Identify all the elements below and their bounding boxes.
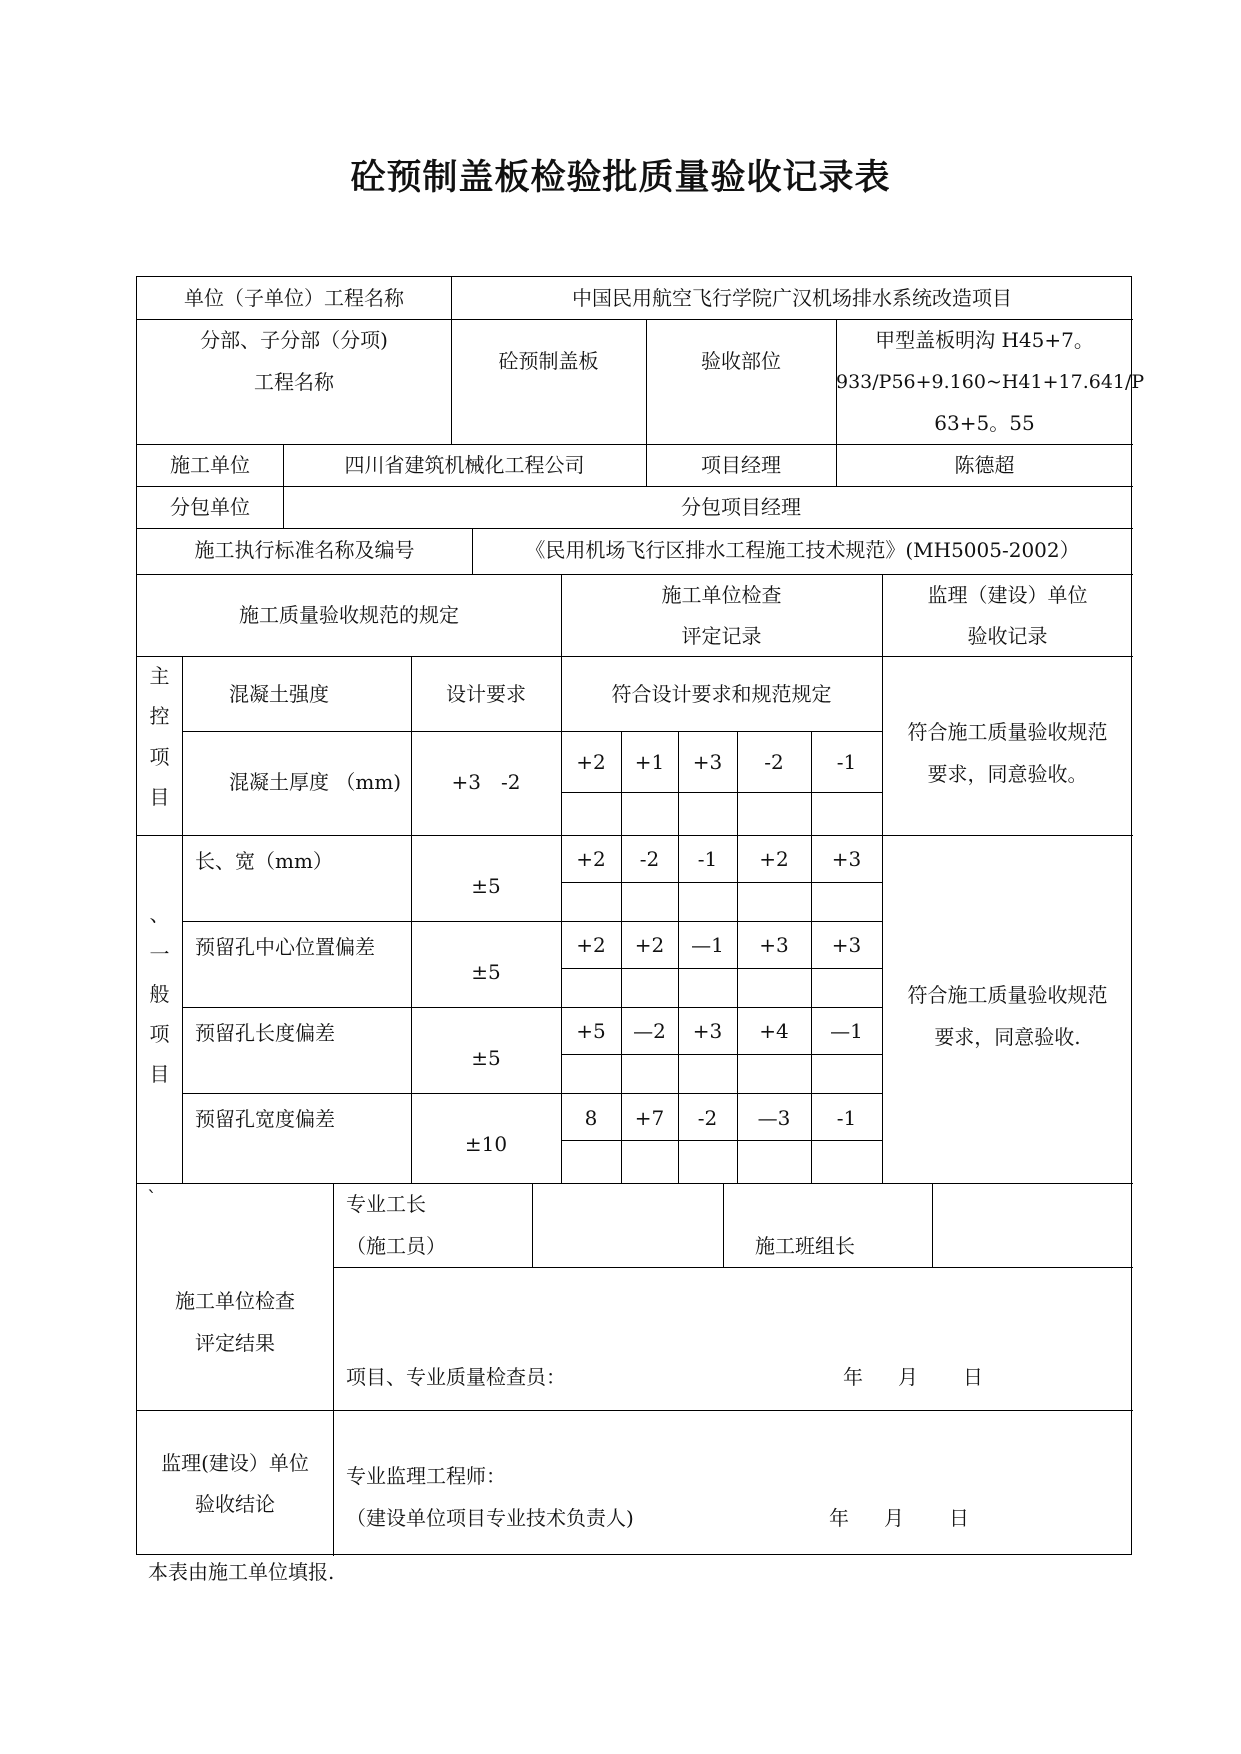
date-day: 日 [949,1506,969,1530]
general-value: -2 [697,1106,718,1130]
standard-label: 施工执行标准名称及编号 [194,538,415,562]
general-conclusion-1: 符合施工质量验收规范 [907,983,1108,1007]
date-month: 月 [884,1506,904,1530]
construction-check-label-2: 评定结果 [195,1331,275,1355]
general-value: -2 [639,847,660,871]
main-control-char: 目 [149,785,170,809]
col-divider [932,1183,933,1267]
col-divider [882,574,883,1183]
general-char: 项 [149,1022,170,1046]
supervisor-check-label-2: 验收结论 [195,1492,275,1516]
concrete-strength-item: 混凝土强度 [229,682,329,706]
project-manager-value: 陈德超 [954,453,1015,477]
thickness-value: -2 [764,750,784,774]
general-value: -1 [697,847,718,871]
general-tolerance: ±5 [471,874,501,898]
spec-header: 施工质量验收规范的规定 [239,603,459,627]
concrete-thickness-req: +3 -2 [451,770,521,794]
general-item: 预留孔长度偏差 [195,1021,335,1045]
general-tolerance: ±5 [471,1046,501,1070]
sub-project-value: 砼预制盖板 [498,349,599,373]
check-header-2: 评定记录 [681,624,762,648]
page-title: 砼预制盖板检验批质量验收记录表 [350,158,891,198]
unit-project-value: 中国民用航空飞行学院广汉机场排水系统改造项目 [572,286,1012,310]
row-divider [137,1183,1133,1184]
thickness-value: +1 [634,750,665,774]
construction-unit-value: 四川省建筑机械化工程公司 [344,453,585,477]
general-value: —1 [691,933,724,957]
general-value: +3 [831,847,862,871]
date-year: 年 [829,1506,849,1530]
project-manager-label: 项目经理 [701,453,781,477]
row-divider [561,1054,882,1055]
general-char: 、 [149,902,170,926]
main-control-conclusion-2: 要求，同意验收。 [927,762,1088,786]
row-divider [182,731,882,732]
general-value: +4 [759,1019,789,1043]
row-divider [561,882,882,883]
general-value: +3 [759,933,789,957]
general-value: —1 [830,1019,863,1043]
sub-project-label-2: 工程名称 [254,370,334,394]
supervisor-header-2: 验收记录 [967,624,1048,648]
row-divider [182,1093,882,1094]
row-divider [561,968,882,969]
general-value: -1 [836,1106,857,1130]
standard-value: 《民用机场飞行区排水工程施工技术规范》(MH5005-2002） [525,538,1080,562]
row-divider [182,921,882,922]
col-divider [182,656,183,1183]
team-leader-label: 施工班组长 [755,1234,855,1258]
main-control-conclusion-1: 符合施工质量验收规范 [907,720,1108,744]
general-value: +7 [634,1106,665,1130]
acceptance-part-value-3: 63+5。55 [934,411,1035,435]
general-value: 8 [584,1106,598,1130]
supervisor-header-1: 监理（建设）单位 [927,583,1088,607]
general-item: 长、宽（mm） [195,849,333,873]
thickness-value: -1 [836,750,857,774]
row-divider [137,486,1133,487]
row-divider [333,1267,1133,1268]
main-control-char: 控 [149,704,170,728]
sub-manager-label: 分包项目经理 [681,495,801,519]
acceptance-part-value-1: 甲型盖板明沟 H45+7。 [875,328,1094,352]
owner-representative-label: （建设单位项目专业技术负责人) [346,1506,634,1530]
general-value: —3 [757,1106,791,1130]
thickness-value: +2 [576,750,606,774]
main-control-char: 项 [149,745,170,769]
general-value: +5 [576,1019,606,1043]
subcontractor-label: 分包单位 [170,495,250,519]
col-divider [333,1183,334,1556]
supervisor-check-label-1: 监理(建设）单位 [161,1451,309,1475]
concrete-strength-result: 符合设计要求和规范规定 [611,682,832,706]
concrete-strength-req: 设计要求 [446,682,526,706]
acceptance-record-form [136,276,1145,1555]
general-conclusion-2: 要求，同意验收. [934,1025,1081,1049]
general-char: 一 [149,942,170,966]
construction-check-label-1: 施工单位检查 [175,1289,295,1313]
construction-unit-label: 施工单位 [170,453,250,477]
supervisor-engineer-label: 专业监理工程师： [346,1464,506,1488]
general-value: —2 [633,1019,666,1043]
foreman-label-2: （施工员） [346,1234,446,1258]
inspector-label: 项目、专业质量检查员： [346,1365,566,1389]
row-divider [561,792,882,793]
unit-project-label: 单位（子单位）工程名称 [184,286,404,310]
general-char: 般 [149,982,170,1006]
general-value: +2 [634,933,665,957]
general-item: 预留孔宽度偏差 [195,1107,335,1131]
date-day: 日 [963,1365,983,1389]
col-divider [532,1183,533,1267]
row-divider [561,1140,882,1141]
thickness-value: +3 [692,750,723,774]
sub-project-label-1: 分部、子分部（分项) [200,328,388,352]
col-divider [411,656,412,1183]
date-month: 月 [898,1365,918,1389]
general-tolerance: ±10 [464,1132,508,1156]
row-divider [182,1007,882,1008]
general-value: +3 [692,1019,723,1043]
general-value: +2 [576,933,606,957]
foreman-label-1: 专业工长 [346,1192,426,1216]
general-item: 预留孔中心位置偏差 [195,935,375,959]
acceptance-part-label: 验收部位 [701,349,781,373]
row-divider [137,835,1133,836]
row-divider [137,1410,1133,1411]
general-value: +2 [759,847,789,871]
general-tolerance: ±5 [471,960,501,984]
acceptance-part-value-2: 933/P56+9.160~H41+17.641/P [836,371,1145,393]
concrete-thickness-item: 混凝土厚度 （mm) [229,770,402,794]
general-char: 目 [149,1062,170,1086]
general-value: +3 [831,933,862,957]
main-control-char: 主 [149,664,170,688]
date-year: 年 [843,1365,863,1389]
col-divider [723,1183,724,1267]
construction-check-mark: ` [147,1186,157,1210]
footnote: 本表由施工单位填报. [148,1560,335,1584]
general-value: +2 [576,847,606,871]
check-header-1: 施工单位检查 [661,583,782,607]
